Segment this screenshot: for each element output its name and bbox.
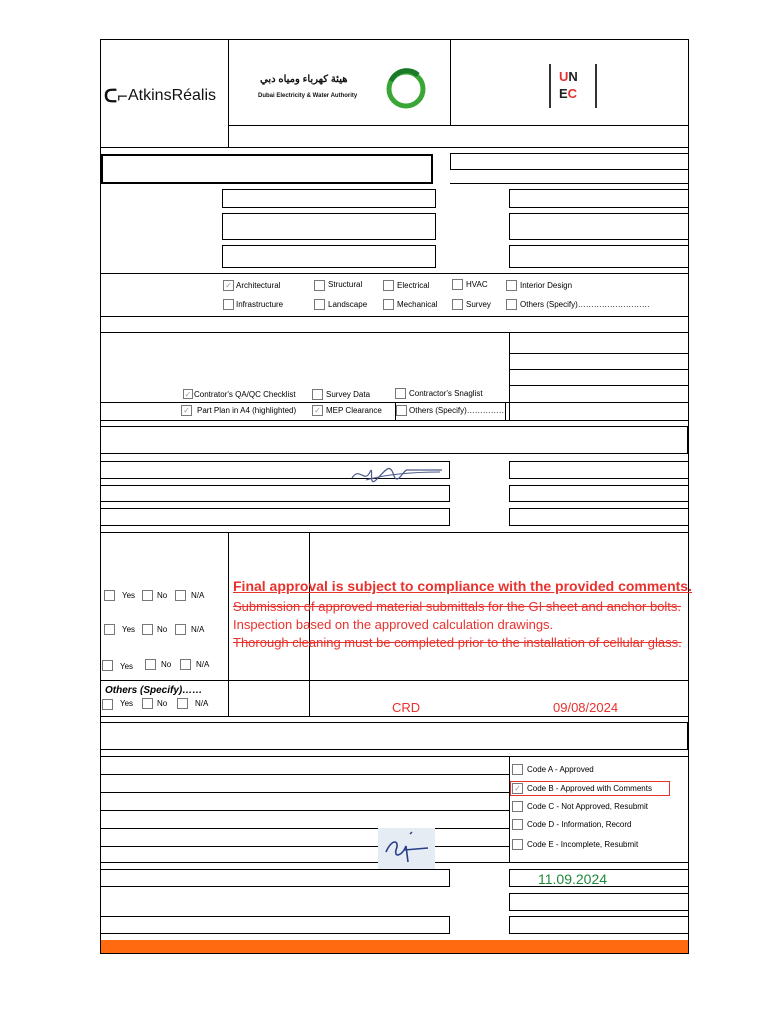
- no-checkbox[interactable]: [142, 590, 153, 601]
- discipline-label: Mechanical: [397, 300, 438, 309]
- discipline-checkbox[interactable]: [383, 299, 394, 310]
- attachment-checkbox[interactable]: ✓: [184, 390, 192, 399]
- attachment-checkbox[interactable]: [396, 405, 407, 416]
- attachment-label: Part Plan in A4 (highlighted): [197, 406, 297, 415]
- no-label: No: [157, 699, 168, 708]
- code-checkbox[interactable]: [512, 764, 523, 775]
- na-checkbox[interactable]: [180, 659, 191, 670]
- no-label: No: [161, 660, 172, 669]
- no-label: No: [157, 625, 168, 634]
- no-checkbox[interactable]: [142, 624, 153, 635]
- yes-label: Yes: [122, 591, 136, 600]
- attachment-label: Others (Specify)……………: [409, 406, 507, 415]
- code-checkbox[interactable]: [512, 839, 523, 850]
- yes-checkbox[interactable]: [102, 660, 113, 671]
- code-label: Code E - Incomplete, Resubmit: [527, 840, 639, 849]
- unec-logo: UN EC: [549, 64, 597, 108]
- yes-checkbox[interactable]: [104, 624, 115, 635]
- dewa-logo: [252, 66, 442, 114]
- no-checkbox[interactable]: [142, 698, 153, 709]
- attachment-label: MEP Clearance: [326, 406, 382, 415]
- others-specify-label: Others (Specify)……: [105, 685, 203, 696]
- comment-initials: CRD: [392, 700, 421, 715]
- attachment-label: Contrator's QA/QC Checklist: [194, 390, 296, 399]
- code-label: Code B - Approved with Comments: [527, 784, 652, 793]
- na-label: N/A: [196, 660, 210, 669]
- attachment-checkbox[interactable]: [395, 388, 406, 399]
- discipline-label: Architectural: [236, 281, 281, 290]
- discipline-checkbox[interactable]: [506, 280, 517, 291]
- attachment-checkbox[interactable]: [312, 389, 323, 400]
- code-checkbox[interactable]: ✓: [512, 783, 523, 794]
- yes-label: Yes: [120, 662, 134, 671]
- discipline-label: Structural: [328, 280, 363, 289]
- reviewer-signature-image: [378, 828, 435, 870]
- code-checkbox[interactable]: [512, 819, 523, 830]
- na-label: N/A: [195, 699, 209, 708]
- na-checkbox[interactable]: [175, 624, 186, 635]
- discipline-checkbox[interactable]: [314, 299, 325, 310]
- code-label: Code A - Approved: [527, 765, 594, 774]
- discipline-label: Electrical: [397, 281, 430, 290]
- attachment-label: Survey Data: [326, 390, 371, 399]
- code-checkbox[interactable]: [512, 801, 523, 812]
- final-date: 11.09.2024: [538, 871, 608, 887]
- discipline-label: Others (Specify)………………………: [520, 300, 650, 309]
- discipline-checkbox[interactable]: [452, 299, 463, 310]
- code-label: Code D - Information, Record: [527, 820, 632, 829]
- discipline-checkbox[interactable]: [506, 299, 517, 310]
- atkinsrealis-logo: [104, 84, 226, 108]
- comment-line-1: Submission of approved material submittals for the GI sheet and anchor bolts.: [233, 599, 682, 614]
- no-label: No: [157, 591, 168, 600]
- discipline-label: HVAC: [466, 280, 488, 289]
- atkins-logo-text: AtkinsRéalis: [128, 87, 217, 104]
- na-checkbox[interactable]: [175, 590, 186, 601]
- no-checkbox[interactable]: [145, 659, 156, 670]
- comment-line-3: Thorough cleaning must be completed prior to the installation of cellular glass.: [233, 635, 682, 650]
- discipline-label: Interior Design: [520, 281, 573, 290]
- discipline-checkbox[interactable]: [314, 280, 325, 291]
- comment-date: 09/08/2024: [553, 700, 619, 715]
- yes-label: Yes: [120, 699, 134, 708]
- na-label: N/A: [191, 591, 205, 600]
- footer-accent-bar: [101, 940, 688, 953]
- yes-label: Yes: [122, 625, 136, 634]
- dewa-english-text: Dubai Electricity & Water Authority: [258, 93, 358, 99]
- signature-image: [346, 458, 446, 490]
- discipline-label: Survey: [466, 300, 491, 309]
- dewa-arabic-text: هيئة كهرباء ومياه دبي: [260, 74, 348, 85]
- na-label: N/A: [191, 625, 205, 634]
- yes-checkbox[interactable]: [104, 590, 115, 601]
- code-b-highlight: [510, 781, 670, 796]
- comment-line-2: Inspection based on the approved calculation drawings.: [233, 617, 554, 632]
- discipline-label: Infrastructure: [236, 300, 284, 309]
- discipline-label: Landscape: [328, 300, 368, 309]
- yes-checkbox[interactable]: [102, 699, 113, 710]
- discipline-checkbox[interactable]: [383, 280, 394, 291]
- comment-headline: Final approval is subject to compliance with the provided comments.: [233, 578, 692, 594]
- attachment-label: Contractor's Snaglist: [409, 389, 483, 398]
- discipline-checkbox[interactable]: ✓: [223, 280, 234, 291]
- attachment-checkbox[interactable]: ✓: [312, 405, 323, 416]
- atkins-mark-icon: ᑕ⌐: [104, 86, 128, 106]
- code-label: Code C - Not Approved, Resubmit: [527, 802, 648, 811]
- attachment-checkbox[interactable]: ✓: [181, 405, 192, 416]
- na-checkbox[interactable]: [177, 698, 188, 709]
- discipline-checkbox[interactable]: [452, 279, 463, 290]
- discipline-checkbox[interactable]: [223, 299, 234, 310]
- dewa-ring-icon: [384, 66, 428, 112]
